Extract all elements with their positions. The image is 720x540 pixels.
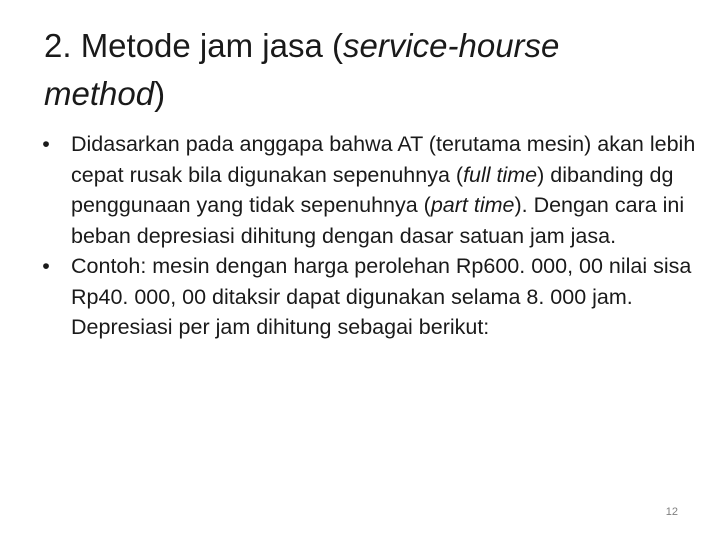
bullet-icon: • <box>42 254 50 278</box>
bullet-item <box>36 251 696 343</box>
bullet-text: ) dibanding dg penggunaan yang tidak sepenuhnya ( <box>71 162 674 217</box>
bullet-italic-text: part time <box>430 193 515 217</box>
bullet-text: ). Dengan cara ini beban depresiasi dihitung dengan dasar satuan jam jasa. <box>71 193 685 248</box>
slide-title <box>44 22 684 118</box>
title-text: 2. Metode jam jasa ( <box>44 27 343 64</box>
page-number: 12 <box>665 506 678 518</box>
bullet-italic-text: full time <box>463 162 538 187</box>
title-text-end: ) <box>154 75 166 112</box>
bullet-item <box>36 129 696 251</box>
bullet-icon: • <box>42 132 50 156</box>
bullet-text: Didasarkan pada anggapa bahwa AT (terutama mesin) akan lebih cepat rusak bila digunakan sepenuhnya ( <box>71 132 696 187</box>
bullet-text: Contoh: mesin dengan harga perolehan Rp600. 000, 00 nilai sisa Rp40. 000, 00 ditaksir dapat digunakan selama 8. 000 jam. Depresiasi per jam dihitung sebagai berikut: <box>71 254 692 339</box>
title-italic-text: service-hourse method <box>44 27 560 112</box>
bullet-list <box>36 129 696 343</box>
